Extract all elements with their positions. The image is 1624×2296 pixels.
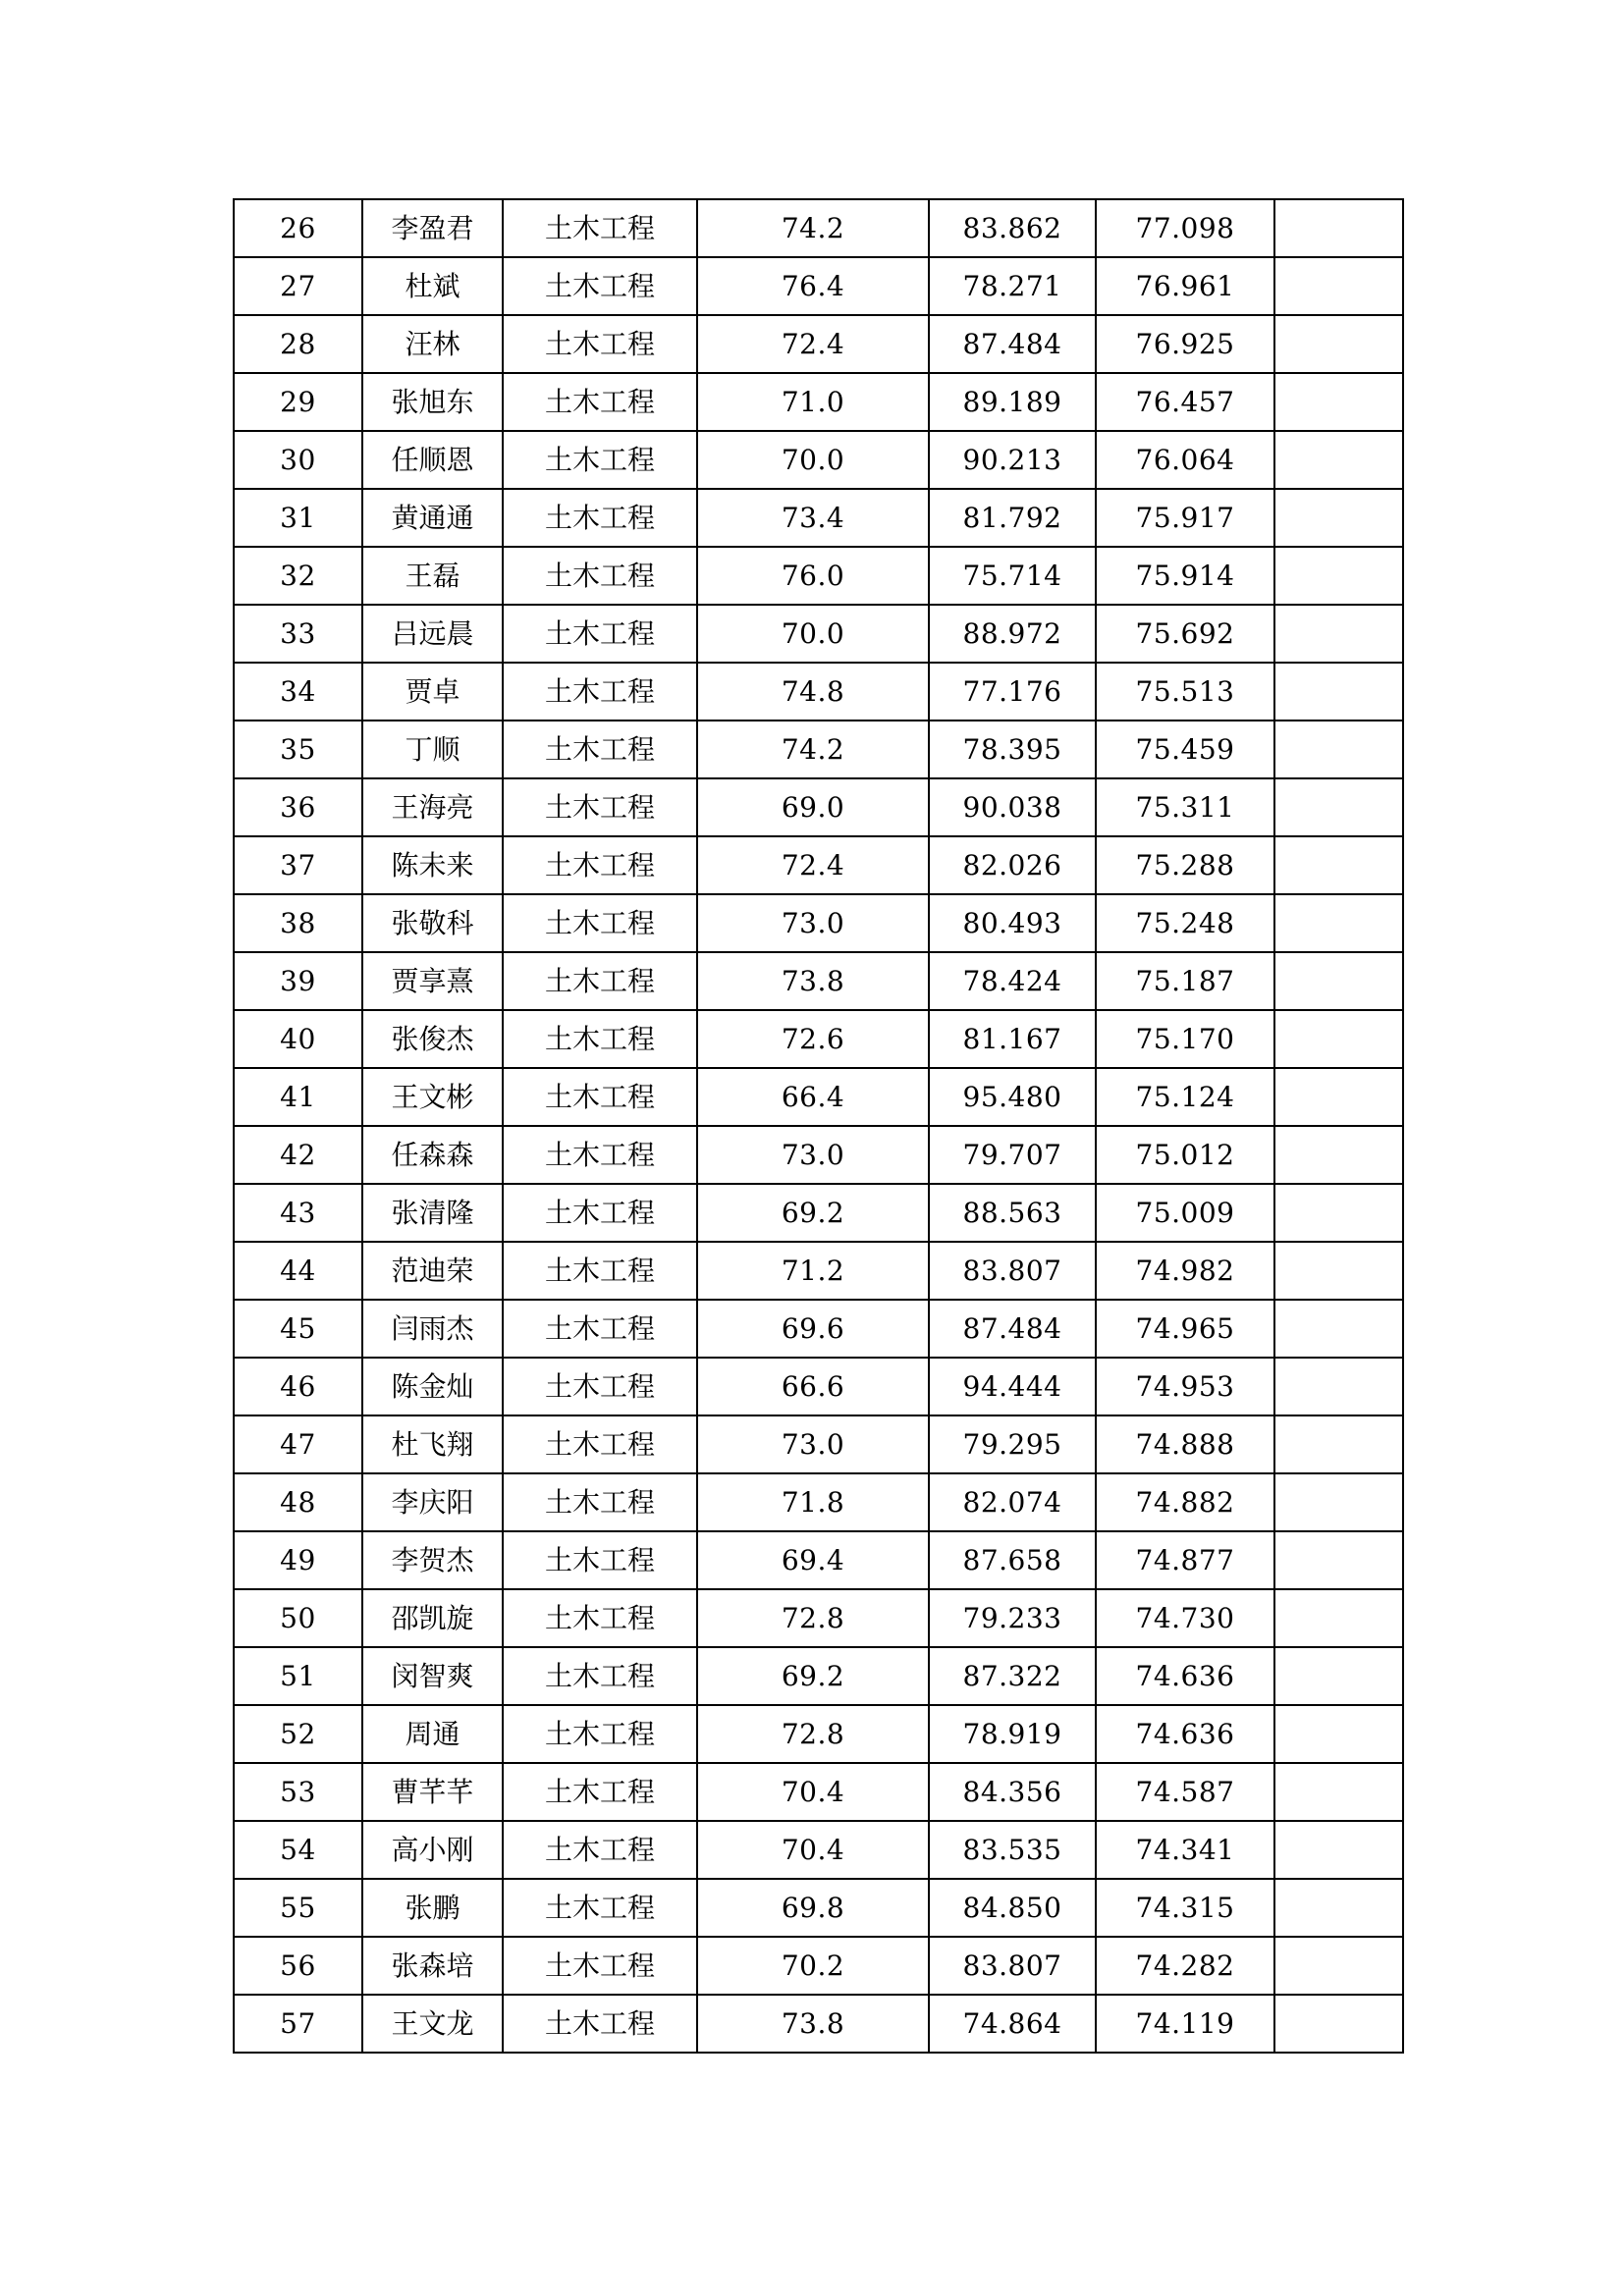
cell-score-1: 69.8 [697,1879,929,1937]
cell-total-score: 75.248 [1096,894,1274,952]
cell-total-score: 74.882 [1096,1473,1274,1531]
cell-name: 丁顺 [362,721,503,778]
cell-total-score: 74.636 [1096,1705,1274,1763]
cell-score-2: 81.167 [929,1010,1096,1068]
cell-note [1274,1184,1403,1242]
cell-number: 40 [234,1010,362,1068]
cell-note [1274,1473,1403,1531]
cell-total-score: 75.187 [1096,952,1274,1010]
cell-note [1274,1300,1403,1358]
cell-score-1: 69.6 [697,1300,929,1358]
cell-major: 土木工程 [503,1068,697,1126]
cell-major: 土木工程 [503,1705,697,1763]
cell-score-2: 87.484 [929,1300,1096,1358]
cell-note [1274,489,1403,547]
table-row [234,1358,1403,1415]
cell-major: 土木工程 [503,547,697,605]
table-row [234,489,1403,547]
cell-number: 43 [234,1184,362,1242]
cell-score-1: 66.6 [697,1358,929,1415]
cell-score-2: 90.038 [929,778,1096,836]
cell-total-score: 76.961 [1096,257,1274,315]
cell-name: 张鹏 [362,1879,503,1937]
cell-major: 土木工程 [503,1879,697,1937]
table-row [234,199,1403,257]
cell-score-1: 73.0 [697,1126,929,1184]
cell-major: 土木工程 [503,836,697,894]
cell-note [1274,1995,1403,2053]
cell-major: 土木工程 [503,1184,697,1242]
table-row [234,663,1403,721]
cell-score-1: 74.8 [697,663,929,721]
cell-number: 49 [234,1531,362,1589]
cell-note [1274,1126,1403,1184]
cell-name: 高小刚 [362,1821,503,1879]
cell-name: 任顺恩 [362,431,503,489]
cell-total-score: 74.119 [1096,1995,1274,2053]
cell-number: 57 [234,1995,362,2053]
cell-major: 土木工程 [503,1763,697,1821]
cell-number: 31 [234,489,362,547]
cell-score-1: 72.8 [697,1589,929,1647]
cell-total-score: 74.953 [1096,1358,1274,1415]
cell-note [1274,1068,1403,1126]
cell-note [1274,605,1403,663]
cell-number: 36 [234,778,362,836]
table-row [234,1068,1403,1126]
cell-number: 37 [234,836,362,894]
cell-score-1: 76.0 [697,547,929,605]
cell-total-score: 75.917 [1096,489,1274,547]
cell-major: 土木工程 [503,257,697,315]
table-row [234,1763,1403,1821]
cell-score-1: 70.2 [697,1937,929,1995]
table-row [234,1531,1403,1589]
cell-score-2: 78.271 [929,257,1096,315]
cell-score-1: 71.2 [697,1242,929,1300]
cell-note [1274,1937,1403,1995]
cell-score-1: 71.0 [697,373,929,431]
cell-major: 土木工程 [503,1010,697,1068]
cell-name: 张俊杰 [362,1010,503,1068]
cell-major: 土木工程 [503,894,697,952]
cell-name: 贾卓 [362,663,503,721]
table-row [234,1473,1403,1531]
cell-name: 张旭东 [362,373,503,431]
cell-note [1274,1647,1403,1705]
table-row [234,1821,1403,1879]
cell-major: 土木工程 [503,431,697,489]
table-row [234,1126,1403,1184]
table-row [234,1300,1403,1358]
cell-total-score: 74.965 [1096,1300,1274,1358]
cell-major: 土木工程 [503,605,697,663]
cell-number: 45 [234,1300,362,1358]
cell-note [1274,199,1403,257]
cell-note [1274,1821,1403,1879]
table-row [234,952,1403,1010]
cell-name: 李庆阳 [362,1473,503,1531]
cell-number: 39 [234,952,362,1010]
cell-total-score: 74.888 [1096,1415,1274,1473]
cell-name: 王磊 [362,547,503,605]
cell-major: 土木工程 [503,1358,697,1415]
cell-name: 吕远晨 [362,605,503,663]
cell-major: 土木工程 [503,1647,697,1705]
cell-score-2: 79.295 [929,1415,1096,1473]
cell-name: 李盈君 [362,199,503,257]
cell-score-1: 72.4 [697,836,929,894]
cell-major: 土木工程 [503,373,697,431]
cell-score-2: 79.707 [929,1126,1096,1184]
table-row [234,1242,1403,1300]
cell-note [1274,315,1403,373]
cell-note [1274,257,1403,315]
cell-note [1274,547,1403,605]
cell-number: 51 [234,1647,362,1705]
cell-note [1274,1705,1403,1763]
cell-number: 53 [234,1763,362,1821]
cell-score-2: 77.176 [929,663,1096,721]
cell-note [1274,721,1403,778]
cell-note [1274,1589,1403,1647]
cell-name: 曹芊芊 [362,1763,503,1821]
cell-score-2: 87.658 [929,1531,1096,1589]
cell-number: 26 [234,199,362,257]
table-row [234,431,1403,489]
cell-name: 闫雨杰 [362,1300,503,1358]
cell-score-2: 84.850 [929,1879,1096,1937]
cell-name: 任森森 [362,1126,503,1184]
cell-note [1274,1763,1403,1821]
cell-number: 44 [234,1242,362,1300]
cell-name: 张森培 [362,1937,503,1995]
cell-score-2: 88.972 [929,605,1096,663]
cell-score-1: 71.8 [697,1473,929,1531]
cell-major: 土木工程 [503,952,697,1010]
cell-number: 30 [234,431,362,489]
cell-score-2: 88.563 [929,1184,1096,1242]
cell-total-score: 75.692 [1096,605,1274,663]
cell-score-1: 73.0 [697,1415,929,1473]
table-row [234,1705,1403,1763]
cell-name: 贾享熹 [362,952,503,1010]
cell-major: 土木工程 [503,1821,697,1879]
cell-total-score: 76.457 [1096,373,1274,431]
cell-score-1: 76.4 [697,257,929,315]
cell-score-1: 72.8 [697,1705,929,1763]
cell-total-score: 75.459 [1096,721,1274,778]
table-row [234,836,1403,894]
cell-score-1: 69.2 [697,1184,929,1242]
cell-score-2: 78.919 [929,1705,1096,1763]
table-row [234,1589,1403,1647]
cell-score-1: 74.2 [697,721,929,778]
cell-total-score: 77.098 [1096,199,1274,257]
score-table-body [234,199,1403,2053]
cell-note [1274,1415,1403,1473]
cell-total-score: 74.282 [1096,1937,1274,1995]
table-row [234,1415,1403,1473]
cell-score-1: 72.6 [697,1010,929,1068]
cell-major: 土木工程 [503,1531,697,1589]
cell-name: 王文彬 [362,1068,503,1126]
cell-score-1: 70.4 [697,1763,929,1821]
cell-total-score: 74.341 [1096,1821,1274,1879]
table-row [234,778,1403,836]
cell-name: 邵凯旋 [362,1589,503,1647]
cell-major: 土木工程 [503,1473,697,1531]
cell-total-score: 74.877 [1096,1531,1274,1589]
cell-total-score: 74.982 [1096,1242,1274,1300]
cell-score-2: 87.484 [929,315,1096,373]
cell-total-score: 76.925 [1096,315,1274,373]
cell-score-2: 89.189 [929,373,1096,431]
cell-score-2: 82.026 [929,836,1096,894]
cell-name: 王文龙 [362,1995,503,2053]
cell-number: 32 [234,547,362,605]
cell-name: 张清隆 [362,1184,503,1242]
cell-number: 55 [234,1879,362,1937]
cell-name: 范迪荣 [362,1242,503,1300]
cell-note [1274,1358,1403,1415]
table-row [234,1010,1403,1068]
cell-number: 41 [234,1068,362,1126]
cell-name: 王海亮 [362,778,503,836]
cell-number: 35 [234,721,362,778]
cell-score-1: 69.4 [697,1531,929,1589]
cell-name: 陈未来 [362,836,503,894]
cell-major: 土木工程 [503,663,697,721]
cell-score-1: 73.0 [697,894,929,952]
cell-score-2: 94.444 [929,1358,1096,1415]
cell-major: 土木工程 [503,199,697,257]
cell-major: 土木工程 [503,1126,697,1184]
cell-note [1274,1531,1403,1589]
cell-total-score: 75.914 [1096,547,1274,605]
cell-score-2: 78.424 [929,952,1096,1010]
table-row [234,257,1403,315]
cell-name: 张敬科 [362,894,503,952]
cell-number: 56 [234,1937,362,1995]
cell-score-2: 74.864 [929,1995,1096,2053]
table-row [234,1937,1403,1995]
cell-number: 38 [234,894,362,952]
cell-score-2: 81.792 [929,489,1096,547]
cell-score-1: 69.2 [697,1647,929,1705]
cell-score-2: 83.807 [929,1242,1096,1300]
cell-number: 33 [234,605,362,663]
table-row [234,894,1403,952]
cell-number: 29 [234,373,362,431]
cell-major: 土木工程 [503,1995,697,2053]
cell-number: 34 [234,663,362,721]
cell-note [1274,952,1403,1010]
cell-score-2: 83.862 [929,199,1096,257]
cell-score-1: 70.0 [697,431,929,489]
cell-score-2: 83.535 [929,1821,1096,1879]
cell-note [1274,431,1403,489]
cell-note [1274,663,1403,721]
cell-note [1274,1879,1403,1937]
cell-number: 47 [234,1415,362,1473]
cell-note [1274,894,1403,952]
cell-score-2: 84.356 [929,1763,1096,1821]
cell-total-score: 74.315 [1096,1879,1274,1937]
cell-major: 土木工程 [503,1415,697,1473]
cell-score-2: 79.233 [929,1589,1096,1647]
cell-score-2: 87.322 [929,1647,1096,1705]
cell-total-score: 75.170 [1096,1010,1274,1068]
cell-name: 汪林 [362,315,503,373]
cell-score-2: 80.493 [929,894,1096,952]
cell-number: 27 [234,257,362,315]
cell-score-1: 66.4 [697,1068,929,1126]
cell-major: 土木工程 [503,315,697,373]
cell-number: 50 [234,1589,362,1647]
cell-number: 48 [234,1473,362,1531]
cell-major: 土木工程 [503,1589,697,1647]
cell-score-1: 72.4 [697,315,929,373]
cell-total-score: 75.012 [1096,1126,1274,1184]
cell-total-score: 75.513 [1096,663,1274,721]
cell-number: 52 [234,1705,362,1763]
cell-name: 周通 [362,1705,503,1763]
cell-major: 土木工程 [503,778,697,836]
cell-total-score: 74.730 [1096,1589,1274,1647]
cell-major: 土木工程 [503,721,697,778]
cell-name: 杜斌 [362,257,503,315]
table-row [234,373,1403,431]
cell-score-2: 83.807 [929,1937,1096,1995]
table-row [234,1879,1403,1937]
cell-total-score: 76.064 [1096,431,1274,489]
cell-score-1: 70.0 [697,605,929,663]
cell-score-1: 70.4 [697,1821,929,1879]
table-row [234,547,1403,605]
cell-total-score: 75.009 [1096,1184,1274,1242]
cell-name: 黄通通 [362,489,503,547]
cell-score-1: 73.8 [697,1995,929,2053]
cell-name: 杜飞翔 [362,1415,503,1473]
cell-name: 陈金灿 [362,1358,503,1415]
cell-score-2: 95.480 [929,1068,1096,1126]
cell-total-score: 74.636 [1096,1647,1274,1705]
table-row [234,605,1403,663]
table-row [234,315,1403,373]
cell-score-1: 73.4 [697,489,929,547]
cell-number: 46 [234,1358,362,1415]
cell-score-2: 75.714 [929,547,1096,605]
cell-major: 土木工程 [503,489,697,547]
cell-total-score: 75.311 [1096,778,1274,836]
cell-number: 42 [234,1126,362,1184]
cell-score-1: 74.2 [697,199,929,257]
cell-name: 闵智爽 [362,1647,503,1705]
cell-note [1274,778,1403,836]
cell-number: 54 [234,1821,362,1879]
cell-name: 李贺杰 [362,1531,503,1589]
cell-total-score: 75.288 [1096,836,1274,894]
cell-note [1274,1242,1403,1300]
cell-score-2: 90.213 [929,431,1096,489]
cell-score-2: 82.074 [929,1473,1096,1531]
cell-total-score: 74.587 [1096,1763,1274,1821]
cell-total-score: 75.124 [1096,1068,1274,1126]
score-table [233,198,1404,2054]
cell-major: 土木工程 [503,1937,697,1995]
cell-number: 28 [234,315,362,373]
table-row [234,1184,1403,1242]
cell-note [1274,1010,1403,1068]
cell-major: 土木工程 [503,1242,697,1300]
cell-score-1: 73.8 [697,952,929,1010]
cell-score-2: 78.395 [929,721,1096,778]
cell-major: 土木工程 [503,1300,697,1358]
cell-score-1: 69.0 [697,778,929,836]
cell-note [1274,373,1403,431]
table-row [234,1647,1403,1705]
table-row [234,1995,1403,2053]
cell-note [1274,836,1403,894]
table-row [234,721,1403,778]
